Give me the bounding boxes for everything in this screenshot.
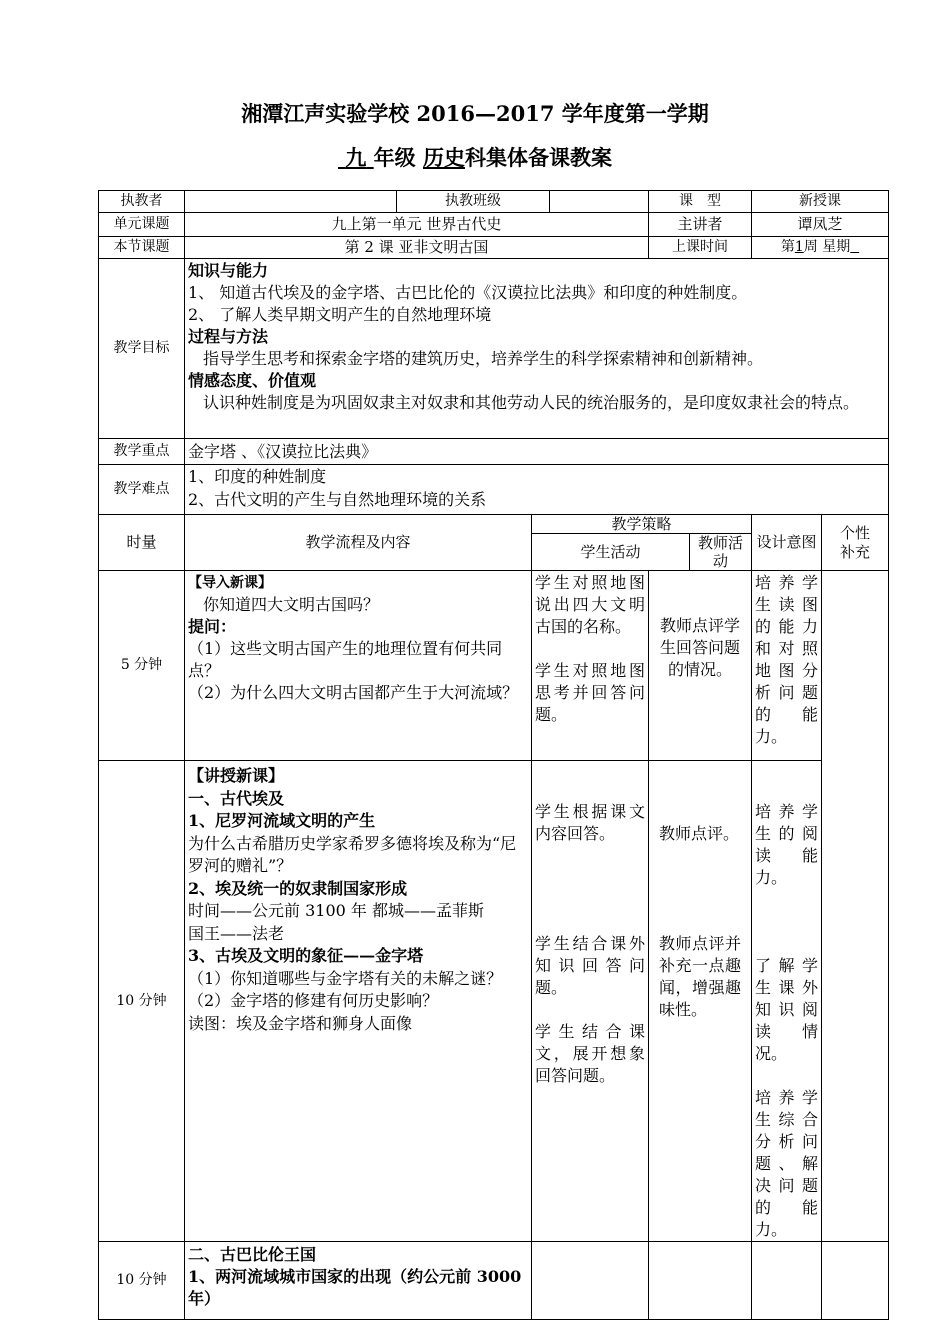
difficulties-content xyxy=(185,465,889,515)
key-points-label: 教学重点 xyxy=(99,439,185,465)
class-value xyxy=(550,191,649,213)
row-flow: 二、古巴比伦王国 1、两河流域城市国家的出现（约公元前 3000 年） xyxy=(185,1242,532,1320)
objective-item: 2、 了解人类早期文明产生的自然地理环境 xyxy=(188,305,492,324)
col-personal-header: 个性 补充 xyxy=(822,515,889,571)
lesson-label: 本节课题 xyxy=(99,237,185,259)
row-design-intent: 培养学生的阅读能力。 了解学生课外知识阅读情况。 培养学生综合分析问题、解决问题的能力。 xyxy=(752,761,822,1242)
col-flow-header: 教学流程及内容 xyxy=(185,515,532,571)
difficulties-label: 教学难点 xyxy=(99,465,185,515)
objective-item: 1、 知道古代埃及的金字塔、古巴比伦的《汉谟拉比法典》和印度的种姓制度。 xyxy=(188,283,748,302)
row-student-activity: 学生根据课文内容回答。 学生结合课外知识回答问题。 学生结合课文，展开想象回答问题。 xyxy=(532,761,649,1242)
subject-value: 历史 xyxy=(422,145,465,170)
class-label: 执教班级 xyxy=(397,191,550,213)
row-time: 5 分钟 xyxy=(99,571,185,761)
time-label: 上课时间 xyxy=(649,237,752,259)
type-value: 新授课 xyxy=(752,191,889,213)
objectives-content xyxy=(185,259,889,439)
difficulty-item: 1、印度的种姓制度 xyxy=(188,467,327,486)
row-student-activity: 学生对照地图说出四大文明古国的名称。 学生对照地图思考并回答问题。 xyxy=(532,571,649,761)
unit-label: 单元课题 xyxy=(99,213,185,237)
lesson-plan-table xyxy=(98,190,889,1320)
document-subtitle xyxy=(0,142,950,172)
speaker-label: 主讲者 xyxy=(649,213,752,237)
teacher-label: 执教者 xyxy=(99,191,185,213)
objective-heading-attitude: 情感态度、价值观 xyxy=(188,371,317,390)
speaker-value: 谭凤芝 xyxy=(752,213,889,237)
unit-value: 九上第一单元 世界古代史 xyxy=(185,213,649,237)
objectives-label: 教学目标 xyxy=(99,259,185,439)
col-student-header: 学生活动 xyxy=(532,534,690,571)
row-time: 10 分钟 xyxy=(99,761,185,1242)
row-student-activity xyxy=(532,1242,649,1320)
row-teacher-activity: 教师点评。 教师点评并补充一点趣闻，增强趣味性。 xyxy=(649,761,752,1242)
col-teacher-header: 教师活动 xyxy=(690,534,752,571)
objective-item: 指导学生思考和探索金字塔的建筑历史，培养学生的科学探索精神和创新精神。 xyxy=(203,349,764,368)
lesson-value: 第 2 课 亚非文明古国 xyxy=(185,237,649,259)
document-title: 湘潭江声实验学校 2016—2017 学年度第一学期 xyxy=(241,101,709,126)
grade-suffix: 年级 xyxy=(373,145,416,170)
time-value: 第1周 星期 xyxy=(752,237,889,259)
grade-value: 九 xyxy=(345,145,367,170)
row-personal xyxy=(822,571,889,1242)
row-teacher-activity xyxy=(649,1242,752,1320)
row-time: 10 分钟 xyxy=(99,1242,185,1320)
key-points-value: 金字塔 、《汉谟拉比法典》 xyxy=(185,439,889,465)
objective-heading-knowledge: 知识与能力 xyxy=(188,261,269,280)
objective-heading-process: 过程与方法 xyxy=(188,327,269,346)
row-personal xyxy=(822,1242,889,1320)
col-strategy-header: 教学策略 xyxy=(532,515,752,534)
row-design-intent xyxy=(752,1242,822,1320)
type-label: 课 型 xyxy=(649,191,752,213)
difficulty-item: 2、古代文明的产生与自然地理环境的关系 xyxy=(188,490,487,509)
col-time-header: 时量 xyxy=(99,515,185,571)
row-teacher-activity: 教师点评学生回答问题的情况。 xyxy=(649,571,752,761)
objective-item: 认识种姓制度是为巩固奴隶主对奴隶和其他劳动人民的统治服务的，是印度奴隶社会的特点。 xyxy=(203,393,860,412)
row-flow: 【导入新课】 你知道四大文明古国吗？ 提问： （1）这些文明古国产生的地理位置有何共同点？ （2）为什么四大文明古国都产生于大河流域？ xyxy=(185,571,532,761)
row-design-intent: 培养学生读图的能力和对照地图分析问题的能力。 xyxy=(752,571,822,761)
col-intent-header: 设计意图 xyxy=(752,515,822,571)
title-suffix: 科集体备课教案 xyxy=(464,145,612,170)
row-flow: 【讲授新课】 一、古代埃及 1、尼罗河流域文明的产生 为什么古希腊历史学家希罗多德将埃及称为“尼罗河的赠礼”？ 2、埃及统一的奴隶制国家形成 时间——公元前 3100 年 都城——孟菲斯 国王——法老 3、古埃及文明的象征——金字塔 （1）你知道哪些与金字塔有关的未解之谜？ （2）金字塔的修建有何历史影响？ 读图：埃及金字塔和狮身人面像 xyxy=(185,761,532,1242)
teacher-value xyxy=(185,191,397,213)
